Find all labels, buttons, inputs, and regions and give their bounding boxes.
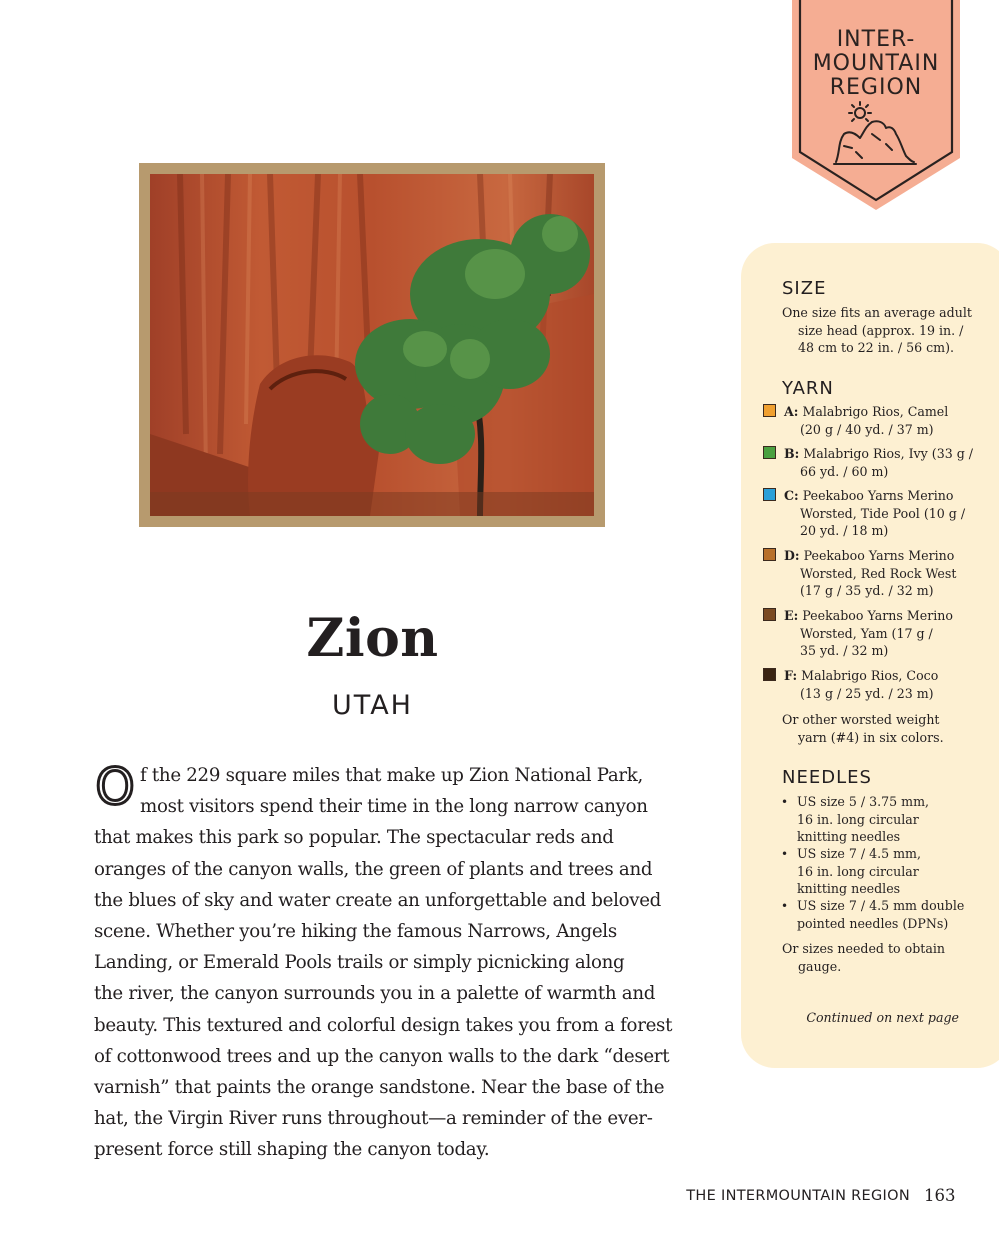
- intro-line: present force still shaping the canyon today.: [94, 1139, 490, 1161]
- photo-frame: [139, 163, 605, 527]
- needle-bullet: •: [781, 795, 789, 809]
- yarn-e-text: E: Peekaboo Yarns Merino Worsted, Yam (17 g / 35 yd. / 32 m): [784, 608, 953, 658]
- yarn-e-swatch: [763, 608, 776, 621]
- needle-item: US size 5 / 3.75 mm, 16 in. long circular knitting needles: [797, 794, 930, 844]
- intro-line: scene. Whether you’re hiking the famous Narrows, Angels: [94, 921, 617, 943]
- intro-line: most visitors spend their time in the long narrow canyon: [140, 796, 648, 818]
- intro-line: the river, the canyon surrounds you in a palette of warmth and: [94, 983, 656, 1005]
- yarn-b-text: B: Malabrigo Rios, Ivy (33 g / 66 yd. / 60 m): [784, 446, 974, 479]
- size-heading: SIZE: [782, 278, 827, 299]
- intro-line: hat, the Virgin River runs throughout—a reminder of the ever-: [94, 1108, 653, 1130]
- needle-bullet: •: [781, 847, 789, 861]
- page-subtitle: UTAH: [332, 690, 413, 721]
- banner-line-2: MOUNTAIN: [812, 51, 940, 76]
- yarn-note: Or other worsted weight yarn (#4) in six colors.: [782, 712, 944, 745]
- needle-bullet: •: [781, 899, 789, 913]
- needles-heading: NEEDLES: [782, 767, 872, 788]
- yarn-d-text: D: Peekaboo Yarns Merino Worsted, Red Rock West (17 g / 35 yd. / 32 m): [784, 548, 957, 598]
- needles-note: Or sizes needed to obtain gauge.: [782, 941, 945, 974]
- yarn-d-swatch: [763, 548, 776, 561]
- page-title: Zion: [306, 608, 439, 669]
- intro-line: oranges of the canyon walls, the green of plants and trees and: [94, 858, 653, 880]
- continued-note: Continued on next page: [806, 1010, 959, 1025]
- intro-line: f the 229 square miles that make up Zion National Park,: [140, 765, 643, 786]
- yarn-heading: YARN: [782, 378, 834, 399]
- yarn-c-swatch: [763, 488, 776, 501]
- running-footer: THE INTERMOUNTAIN REGION: [686, 1188, 910, 1204]
- yarn-c-text: C: Peekaboo Yarns Merino Worsted, Tide Pool (10 g / 20 yd. / 18 m): [784, 488, 966, 538]
- intro-line: varnish” that paints the orange sandstone. Near the base of the: [94, 1077, 665, 1099]
- sun-and-rock-formation-icon: [830, 100, 920, 170]
- yarn-a-swatch: [763, 404, 776, 417]
- intro-line: of cottonwood trees and up the canyon walls to the dark “desert: [94, 1045, 670, 1067]
- banner-line-1: INTER-: [836, 27, 916, 52]
- size-text: One size fits an average adult size head (approx. 19 in. / 48 cm to 22 in. / 56 cm).: [782, 305, 972, 355]
- intro-line: beauty. This textured and colorful design takes you from a forest: [94, 1014, 673, 1036]
- yarn-f-swatch: [763, 668, 776, 681]
- intro-line: Landing, or Emerald Pools trails or simply picnicking along: [94, 952, 625, 974]
- needle-item: US size 7 / 4.5 mm, 16 in. long circular knitting needles: [797, 846, 922, 896]
- needle-item: US size 7 / 4.5 mm double pointed needles (DPNs): [797, 898, 965, 931]
- canyon-photo: [150, 174, 594, 516]
- region-banner: [792, 0, 960, 212]
- yarn-a-text: A: Malabrigo Rios, Camel (20 g / 40 yd. / 37 m): [784, 404, 949, 437]
- yarn-f-text: F: Malabrigo Rios, Coco (13 g / 25 yd. / 23 m): [784, 668, 939, 701]
- banner-line-3: REGION: [829, 75, 923, 100]
- yarn-b-swatch: [763, 446, 776, 459]
- intro-line: the blues of sky and water create an unforgettable and beloved: [94, 889, 662, 911]
- svg-text:O: O: [95, 765, 135, 811]
- intro-text: [94, 760, 673, 1166]
- intro-line: that makes this park so popular. The spectacular reds and: [94, 827, 614, 849]
- page-number: 163: [924, 1186, 956, 1205]
